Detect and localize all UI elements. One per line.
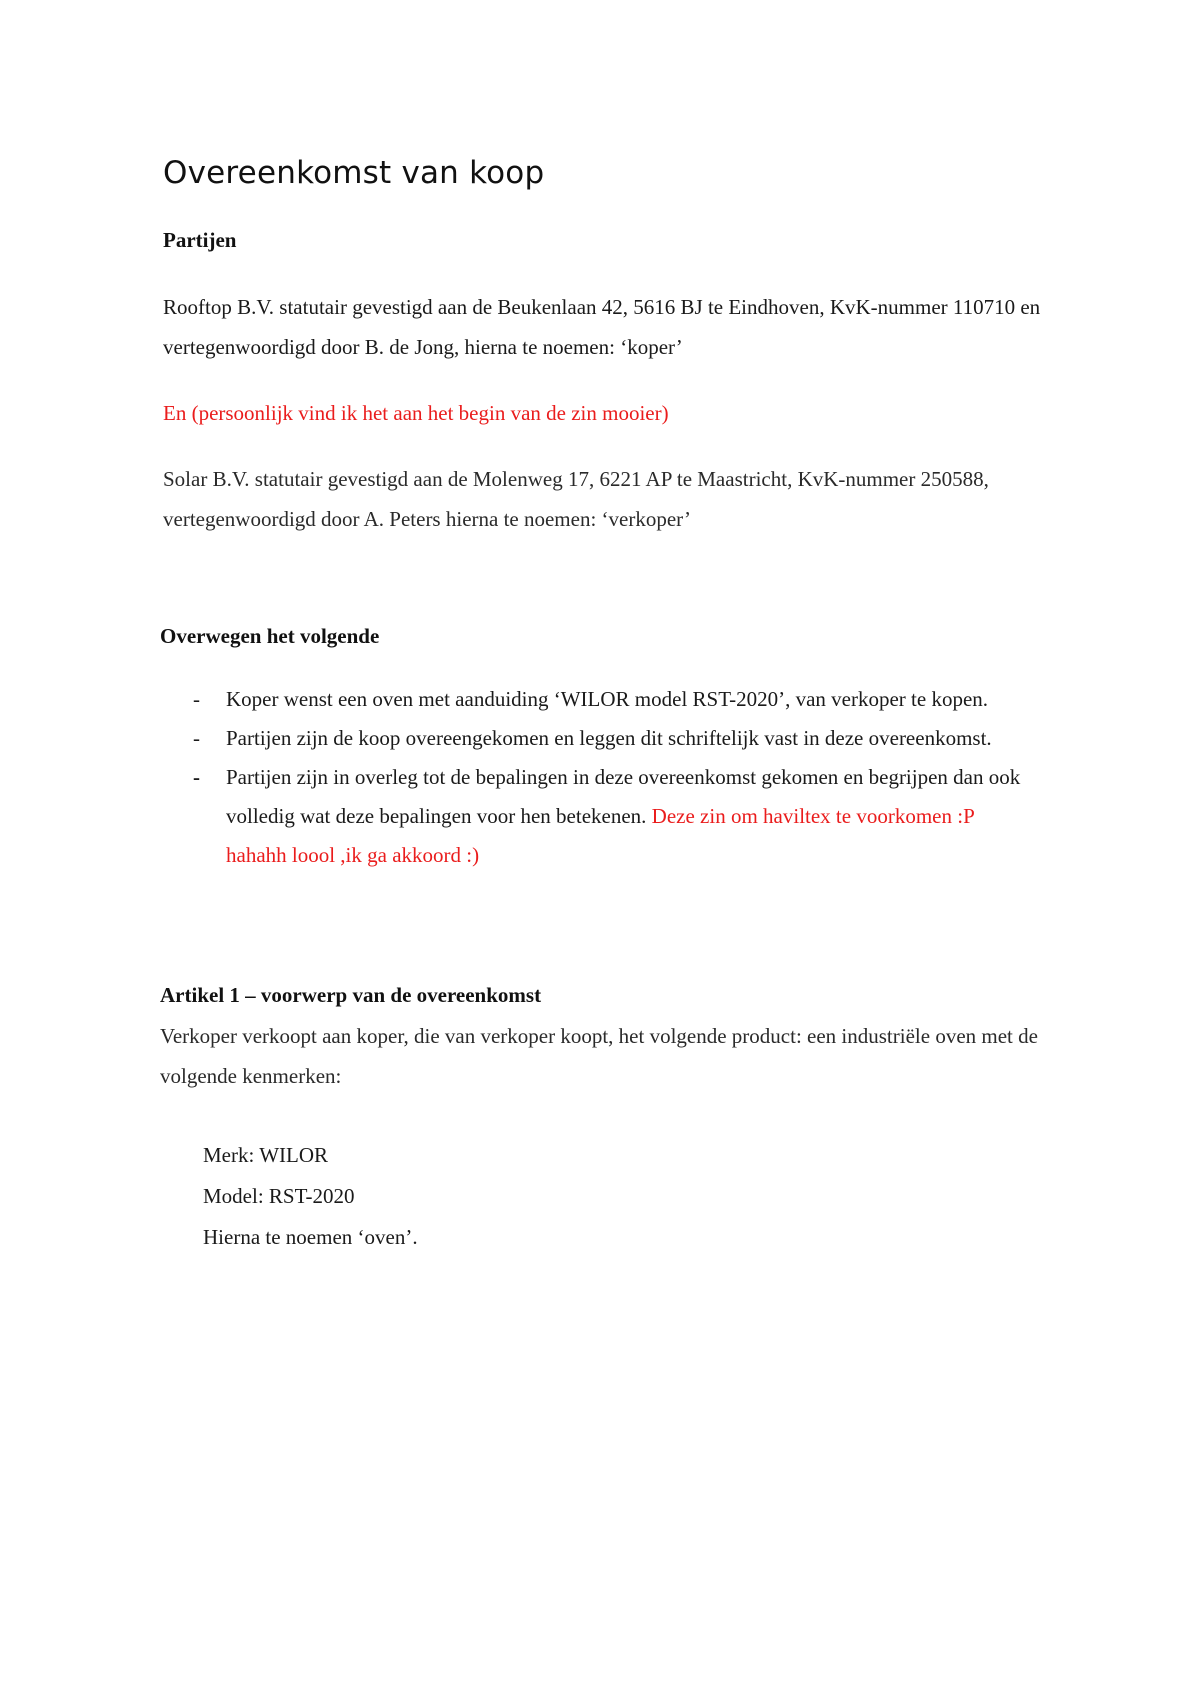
spec-model: Model: RST-2020	[203, 1184, 355, 1208]
considerations-list	[163, 680, 1023, 875]
list-item-text: Partijen zijn in overleg tot de bepalingen in deze overeenkomst gekomen en begrijpen dan ook volledig wat deze bepalingen voor hen betekenen.	[226, 765, 1021, 828]
party-buyer-paragraph: Rooftop B.V. statutair gevestigd aan de Beukenlaan 42, 5616 BJ te Eindhoven, KvK-nummer 110710 en vertegenwoordigd door B. de Jong, hierna te noemen: ‘koper’	[163, 295, 1041, 359]
list-bullet: -	[193, 765, 200, 789]
article1-paragraph: Verkoper verkoopt aan koper, die van verkoper koopt, het volgende product: een industriële oven met de volgende kenmerken:	[160, 1024, 1038, 1088]
comment-en-paragraph: En (persoonlijk vind ik het aan het begin van de zin mooier)	[163, 401, 669, 425]
party-seller-paragraph: Solar B.V. statutair gevestigd aan de Molenweg 17, 6221 AP te Maastricht, KvK-nummer 250588, vertegenwoordigd door A. Peters hierna te noemen: ‘verkoper’	[163, 467, 989, 531]
document-title: Overeenkomst van koop	[163, 155, 545, 191]
article1-heading: Artikel 1 – voorwerp van de overeenkomst	[160, 983, 542, 1007]
list-item	[163, 680, 1023, 719]
list-bullet: -	[193, 726, 200, 750]
list-bullet: -	[193, 687, 200, 711]
spec-brand: Merk: WILOR	[203, 1143, 329, 1167]
list-item	[163, 758, 1023, 875]
parties-heading: Partijen	[163, 228, 237, 252]
spec-naming: Hierna te noemen ‘oven’.	[203, 1225, 418, 1249]
list-item-text: Koper wenst een oven met aanduiding ‘WILOR model RST-2020’, van verkoper te kopen.	[226, 687, 989, 711]
list-item-comment: Deze zin om haviltex te voorkomen :P hahahh loool ,ik ga akkoord :)	[226, 804, 974, 867]
considerations-heading: Overwegen het volgende	[160, 624, 380, 648]
list-item	[163, 719, 1023, 758]
list-item-text: Partijen zijn de koop overeengekomen en leggen dit schriftelijk vast in deze overeenkomst.	[226, 726, 992, 750]
